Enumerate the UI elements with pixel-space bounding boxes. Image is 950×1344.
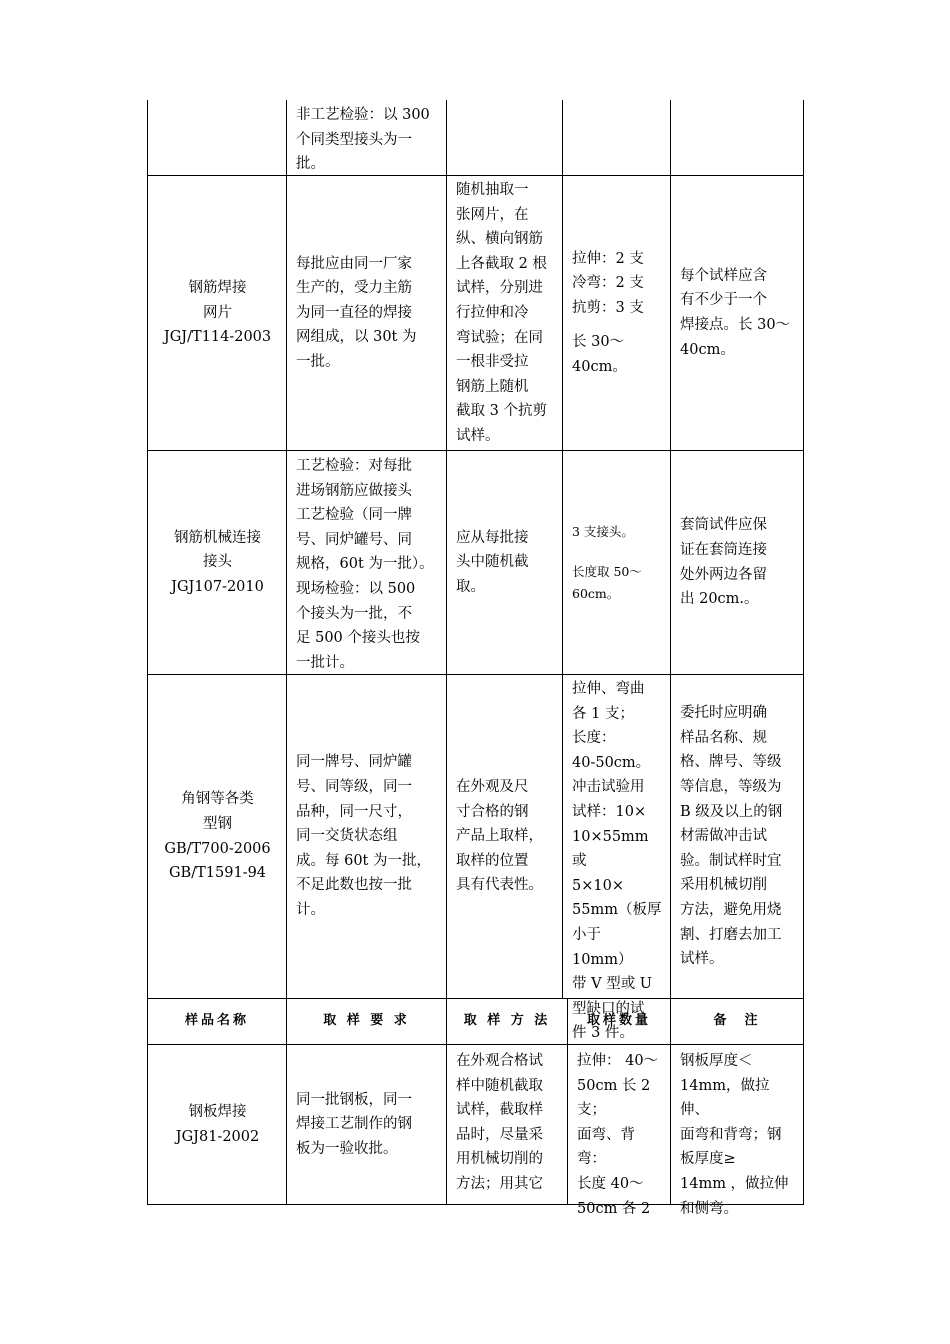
row0-requirement: 非工艺检验：以 300 个同类型接头为一 批。 (287, 100, 447, 176)
last-row-quantity: 拉伸： 40～ 50cm 长 2 支； 面弯、背弯： 长度 40～ 50cm 各 2 (568, 1045, 671, 1205)
row3-name: 角钢等各类 型钢 GB/T700-2006 GB/T1591-94 (148, 675, 287, 999)
sampling-table (147, 100, 804, 1217)
last-row-note: 钢板厚度＜ 14mm，做拉伸、 面弯和背弯；钢 板厚度≥ 14mm ，做拉伸 和侧弯。 (671, 1045, 804, 1205)
header-note: 备 注 (671, 999, 804, 1045)
row1-requirement: 每批应由同一厂家 生产的，受力主筋 为同一直径的焊接 网组成，以 30t 为 一批。 (287, 176, 447, 451)
row2-quantity-length: 长度取 50～ 60cm。 (572, 563, 642, 601)
row1-quantity-counts: 拉伸：2 支 冷弯：2 支 抗剪：3 支 (572, 250, 644, 316)
row3-note: 委托时应明确 样品名称、规 格、牌号、等级 等信息，等级为 B 级及以上的钢 材需做冲击试 验。制试样时宜 采用机械切削 方法，避免用烧 割、打磨去加工 试样。 (671, 675, 804, 999)
row2-name: 钢筋机械连接 接头 JGJ107-2010 (148, 451, 287, 675)
row1-method: 随机抽取一 张网片，在 纵、横向钢筋 上各截取 2 根 试样，分别进 行拉伸和冷 弯试验；在同 一根非受拉 钢筋上随机 截取 3 个抗剪 试样。 (447, 176, 563, 451)
row1-quantity-length: 长 30～ 40cm。 (572, 334, 627, 375)
row2-note: 套筒试件应保 证在套筒连接 处外两边各留 出 20cm.。 (671, 451, 804, 675)
row2-quantity (563, 451, 671, 675)
header-requirement: 取 样 要 求 (287, 999, 447, 1045)
row2-requirement: 工艺检验：对每批 进场钢筋应做接头 工艺检验（同一牌 号、同炉罐号、同 规格，60t 为一批）。 现场检验：以 500 个接头为一批，不 足 500 个接头也按 一批计。 (287, 451, 447, 675)
row2-method: 应从每批接 头中随机截 取。 (447, 451, 563, 675)
row0-method (447, 100, 563, 176)
last-row-requirement: 同一批钢板，同一 焊接工艺制作的钢 板为一验收批。 (287, 1045, 447, 1205)
header-sample-name: 样品名称 (148, 999, 287, 1045)
row1-note: 每个试样应含 有不少于一个 焊接点。长 30～ 40cm。 (671, 176, 804, 451)
header-method: 取 样 方 法 (447, 999, 568, 1045)
row3-method: 在外观及尺 寸合格的钢 产品上取样， 取样的位置 具有代表性。 (447, 675, 563, 999)
row0-quantity (563, 100, 671, 176)
header-quantity: 取样数量 (568, 999, 671, 1045)
row3-quantity: 拉伸、弯曲 各 1 支； 长度： 40-50cm。 冲击试验用 试样：10× 10×55mm 或 5×10× 55mm（板厚 小于 10mm） 带 V 型或 U 型缺口的试 件 3 件。 (563, 675, 671, 999)
row2-quantity-count: 3 支接头。 (572, 523, 634, 539)
row1-quantity (563, 176, 671, 451)
row1-name: 钢筋焊接 网片 JGJ/T114-2003 (148, 176, 287, 451)
row3-requirement: 同一牌号、同炉罐 号、同等级，同一 品种，同一尺寸， 同一交货状态组 成。每 60t 为一批， 不足此数也按一批 计。 (287, 675, 447, 999)
row0-name (148, 100, 287, 176)
last-row-method: 在外观合格试 样中随机截取 试样，截取样 品时，尽量采 用机械切削的 方法；用其它 (447, 1045, 568, 1205)
last-row-name: 钢板焊接 JGJ81-2002 (148, 1045, 287, 1205)
row0-note (671, 100, 804, 176)
